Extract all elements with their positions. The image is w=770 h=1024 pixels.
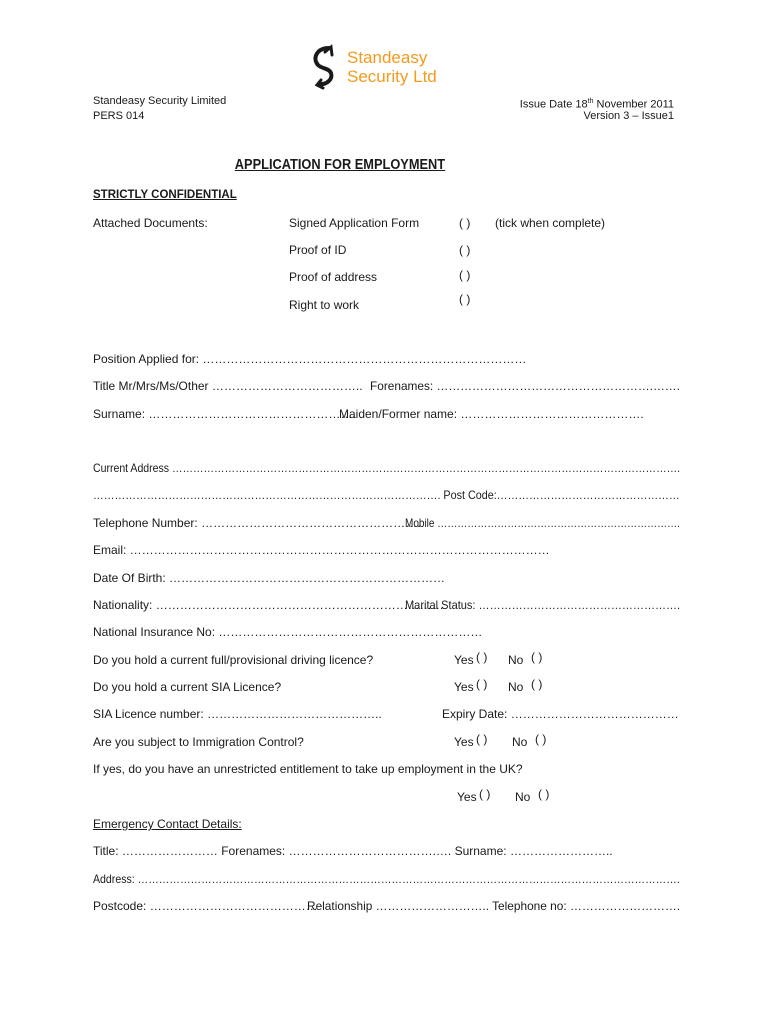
emergency-name-field[interactable]: Title: …………………… Forenames: ……………………………….…. Surname: …………………….. (93, 844, 613, 858)
immigration-question: Are you subject to Immigration Control? (93, 735, 304, 749)
attached-item-label: Proof of address (289, 270, 378, 284)
attached-item-note: (tick when complete) (495, 216, 606, 230)
no-label: No (508, 653, 524, 667)
no-label: No (512, 735, 528, 749)
yes-checkbox[interactable]: ( ) (479, 787, 491, 801)
nationality-field[interactable]: Nationality: ……………………………………………………………… (93, 598, 444, 612)
marital-status-field[interactable]: Marital Status: ………………………………………………. (405, 598, 681, 612)
no-checkbox[interactable]: ( ) (531, 650, 543, 664)
logo-swirl-icon (307, 44, 343, 90)
forenames-field[interactable]: Forenames: ……………………………………………….……. (370, 379, 680, 393)
attached-item-checkbox[interactable]: ( ) (459, 292, 471, 306)
yes-checkbox[interactable]: ( ) (476, 732, 488, 746)
emergency-address-field[interactable]: Address: ………………………………………………………………………………………………………………………………………. (93, 872, 680, 886)
email-field[interactable]: Email: …………………………………………………………………………………………… (93, 543, 550, 557)
position-applied-field[interactable]: Position Applied for: ……………………………………………………………………… (93, 352, 527, 366)
attached-item-checkbox[interactable]: ( ) (459, 268, 471, 282)
driving-licence-question: Do you hold a current full/provisional driving licence? (93, 653, 374, 667)
no-checkbox[interactable]: ( ) (538, 787, 550, 801)
mobile-field[interactable]: Mobile ………………………………………………………………. (405, 516, 680, 530)
surname-field[interactable]: Surname: ……………………………………………. (93, 407, 356, 421)
attached-item-label: Signed Application Form (289, 216, 420, 230)
emergency-contact-heading: Emergency Contact Details: (93, 817, 242, 831)
logo-line-1: Standeasy (347, 48, 428, 67)
no-label: No (508, 680, 524, 694)
yes-checkbox[interactable]: ( ) (476, 650, 488, 664)
header-version: Version 3 – Issue1 (583, 110, 674, 122)
maiden-name-field[interactable]: Maiden/Former name: ………………………………………. (339, 407, 644, 421)
attached-item-checkbox[interactable]: ( ) (459, 243, 471, 257)
address-postcode-field[interactable]: ……………………………………………………………………………………. Post Code:…………………………………………… (93, 488, 680, 502)
page-title: APPLICATION FOR EMPLOYMENT (234, 157, 446, 173)
sia-licence-question: Do you hold a current SIA Licence? (93, 680, 282, 694)
yes-label: Yes (454, 735, 474, 749)
current-address-field[interactable]: Current Address ………………………………………………………………………………………………………………………………. (93, 461, 681, 475)
no-checkbox[interactable]: ( ) (531, 677, 543, 691)
emergency-postcode-field[interactable]: Postcode: …………………………………… (93, 899, 318, 913)
attached-item-label: Right to work (289, 298, 360, 312)
header-ref: PERS 014 (93, 110, 145, 122)
no-label: No (515, 790, 531, 804)
issue-date-sup: th (587, 98, 594, 105)
yes-label: Yes (454, 680, 474, 694)
sia-licence-number-field[interactable]: SIA Licence number: …………………………………….. (93, 707, 382, 721)
attached-item-checkbox[interactable]: ( ) (459, 216, 471, 230)
yes-label: Yes (454, 653, 474, 667)
entitlement-question: If yes, do you have an unrestricted entitlement to take up employment in the UK? (93, 762, 523, 776)
yes-label: Yes (457, 790, 477, 804)
issue-date-suffix: November 2011 (593, 98, 674, 111)
no-checkbox[interactable]: ( ) (535, 732, 547, 746)
emergency-relationship-field[interactable]: Relationship ……………………….. Telephone no: ………………………. (307, 899, 681, 913)
attached-documents-label: Attached Documents: (93, 216, 208, 230)
date-of-birth-field[interactable]: Date Of Birth: …………………………………………………………… (93, 571, 446, 585)
issue-date-prefix: Issue Date 18 (519, 98, 588, 111)
telephone-field[interactable]: Telephone Number: ………………………………………………. (93, 516, 421, 530)
header-company: Standeasy Security Limited (93, 95, 227, 107)
attached-item-label: Proof of ID (289, 243, 347, 257)
national-insurance-field[interactable]: National Insurance No: ………………………………………………………… (93, 625, 483, 639)
company-logo (307, 44, 467, 92)
confidential-label: STRICTLY CONFIDENTIAL (93, 189, 237, 201)
logo-line-2: Security Ltd (347, 67, 437, 86)
logo-wordmark (347, 48, 437, 86)
title-field[interactable]: Title Mr/Mrs/Ms/Other ……………………………….. (93, 379, 363, 393)
yes-checkbox[interactable]: ( ) (476, 677, 488, 691)
expiry-date-field[interactable]: Expiry Date: …………………………………… (442, 707, 679, 721)
